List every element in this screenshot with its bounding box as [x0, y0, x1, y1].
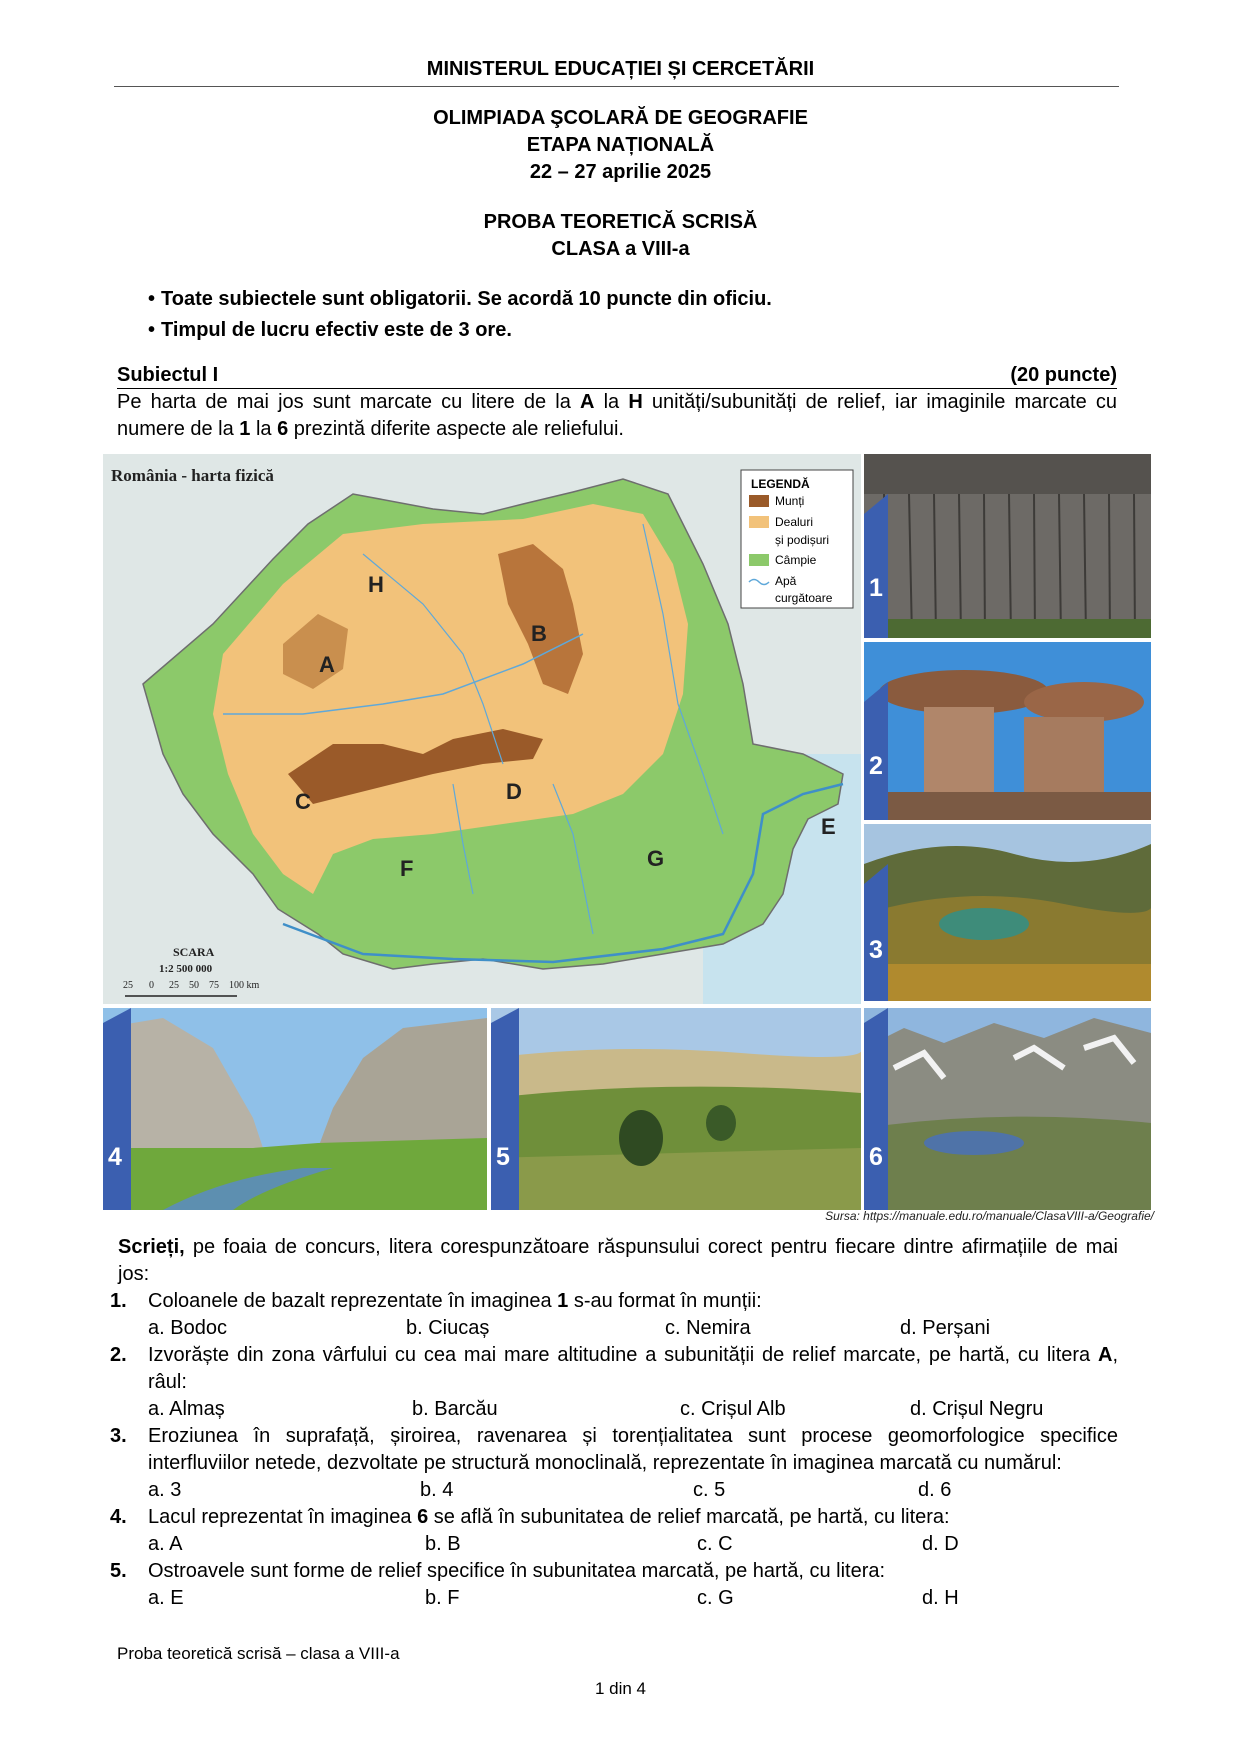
option: c. Crișul Alb — [680, 1398, 786, 1420]
option: b. F — [425, 1587, 460, 1609]
image-source: Sursa: https://manuale.edu.ro/manuale/ClasaVIII-a/Geografie/ — [825, 1209, 1154, 1223]
test-header — [0, 209, 1241, 263]
svg-text:50: 50 — [189, 980, 199, 991]
map-label-f: F — [400, 856, 414, 881]
rule-item: • Timpul de lucru efectiv este de 3 ore. — [148, 315, 772, 346]
instruction: Scrieți, pe foaia de concurs, litera corespunzătoare răspunsului corect pentru fiecare dintre afirmațiile de mai jos: — [118, 1236, 1118, 1285]
stage-title: ETAPA NAȚIONALĂ — [526, 134, 715, 156]
svg-text:25: 25 — [123, 980, 133, 991]
photo-number: 6 — [869, 1143, 883, 1171]
svg-text:LEGENDĂ: LEGENDĂ — [751, 477, 810, 491]
svg-text:Câmpie: Câmpie — [775, 553, 817, 567]
photo-5-plateau-landscape — [491, 1008, 861, 1210]
option: a. Bodoc — [148, 1317, 227, 1339]
svg-text:1:2 500 000: 1:2 500 000 — [159, 963, 213, 975]
header-divider — [114, 86, 1119, 87]
svg-text:Apă: Apă — [775, 574, 797, 588]
map-legend — [741, 470, 853, 608]
subject-heading — [117, 364, 1117, 389]
relief-figure — [103, 454, 1155, 1211]
option: b. Barcău — [412, 1398, 498, 1420]
photo-number: 5 — [496, 1143, 510, 1171]
photo-4-gorge — [103, 1008, 487, 1210]
question-1: 1. Coloanele de bazalt reprezentate în imaginea 1 s-au format în munții: — [110, 1290, 762, 1312]
option: c. Nemira — [665, 1317, 751, 1339]
option: c. 5 — [693, 1479, 726, 1501]
olympiad-title: OLIMPIADA ŞCOLARĂ DE GEOGRAFIE — [433, 107, 808, 129]
option: d. Crișul Negru — [910, 1398, 1044, 1420]
option: b. 4 — [420, 1479, 454, 1501]
map-label-a: A — [319, 652, 335, 677]
map-title: România - harta fizică — [111, 466, 274, 485]
question-5-options — [110, 1585, 1118, 1612]
question-2-options — [110, 1396, 1118, 1423]
photo-6-glacial-lake — [864, 1008, 1151, 1210]
ministry-title: MINISTERUL EDUCAȚIEI ȘI CERCETĂRII — [426, 58, 815, 80]
map-label-b: B — [531, 621, 547, 646]
map-label-c: C — [295, 789, 311, 814]
map-label-e: E — [821, 814, 836, 839]
svg-text:75: 75 — [209, 980, 219, 991]
exam-dates: 22 – 27 aprilie 2025 — [529, 161, 712, 183]
subject-intro: Pe harta de mai jos sunt marcate cu litere de la A la H unități/subunități de relief, iar imaginile marcate cu numere de la 1 la 6 prezintă diferite aspecte ale reliefului. — [117, 391, 1117, 440]
svg-text:25: 25 — [169, 980, 179, 991]
questions-section — [110, 1234, 1118, 1612]
grade-title: CLASA a VIII-a — [551, 238, 690, 260]
option: b. B — [425, 1533, 461, 1555]
page-number: 1 din 4 — [594, 1679, 647, 1698]
photo-number: 4 — [108, 1143, 122, 1171]
question-3: 3. Eroziunea în suprafață, șiroirea, ravenarea și torențialitatea sunt procese geomorfologice specifice interfluviilor netede, dezvoltate pe structură monoclinală, reprezentate în imaginea marcată cu numărul: — [110, 1425, 1118, 1474]
option: d. Perșani — [900, 1317, 991, 1339]
photo-2-rock-formations — [864, 642, 1151, 820]
photo-number: 2 — [869, 752, 883, 780]
option: c. C — [697, 1533, 733, 1555]
photo-number: 3 — [869, 936, 883, 964]
subject-title: Subiectul I — [117, 364, 219, 386]
map-label-d: D — [506, 779, 522, 804]
rules-list — [148, 284, 772, 346]
option: a. 3 — [148, 1479, 182, 1501]
option: a. E — [148, 1587, 184, 1609]
question-3-options — [110, 1477, 1118, 1504]
question-5: 5. Ostroavele sunt forme de relief specifice în subunitatea marcată, pe hartă, cu litera: — [110, 1560, 886, 1582]
map-label-h: H — [368, 572, 384, 597]
page-footer: Proba teoretică scrisă – clasa a VIII-a — [117, 1644, 400, 1663]
map-label-g: G — [647, 846, 665, 871]
exam-header — [0, 105, 1241, 186]
photo-1-basalt-columns — [864, 454, 1151, 638]
option: a. Almaș — [148, 1398, 225, 1420]
option: d. H — [922, 1587, 959, 1609]
subject-points: (20 puncte) — [1010, 364, 1117, 386]
photo-number: 1 — [869, 574, 883, 602]
question-2: 2. Izvorăște din zona vârfului cu cea mai mare altitudine a subunității de relief marcate, pe hartă, cu litera A, râul: — [110, 1344, 1118, 1393]
question-4-options — [110, 1531, 1118, 1558]
question-4: 4. Lacul reprezentat în imaginea 6 se află în subunitatea de relief marcată, pe hartă, cu litera: — [110, 1506, 950, 1528]
option: a. A — [148, 1533, 183, 1555]
svg-text:curgătoare: curgătoare — [775, 591, 833, 605]
svg-text:100 km: 100 km — [229, 980, 260, 991]
test-title: PROBA TEORETICĂ SCRISĂ — [483, 211, 758, 233]
svg-text:Munți: Munți — [775, 494, 805, 508]
svg-text:și podișuri: și podișuri — [775, 533, 830, 547]
photo-3-crater-lake — [864, 824, 1151, 1001]
option: b. Ciucaș — [406, 1317, 490, 1339]
svg-text:0: 0 — [149, 980, 154, 991]
rule-item: • Toate subiectele sunt obligatorii. Se acordă 10 puncte din oficiu. — [148, 284, 772, 315]
question-1-options — [110, 1315, 1118, 1342]
svg-text:SCARA: SCARA — [173, 945, 215, 959]
svg-text:Dealuri: Dealuri — [775, 515, 814, 529]
option: c. G — [697, 1587, 734, 1609]
romania-physical-map — [103, 454, 861, 1004]
option: d. 6 — [918, 1479, 952, 1501]
option: d. D — [922, 1533, 959, 1555]
